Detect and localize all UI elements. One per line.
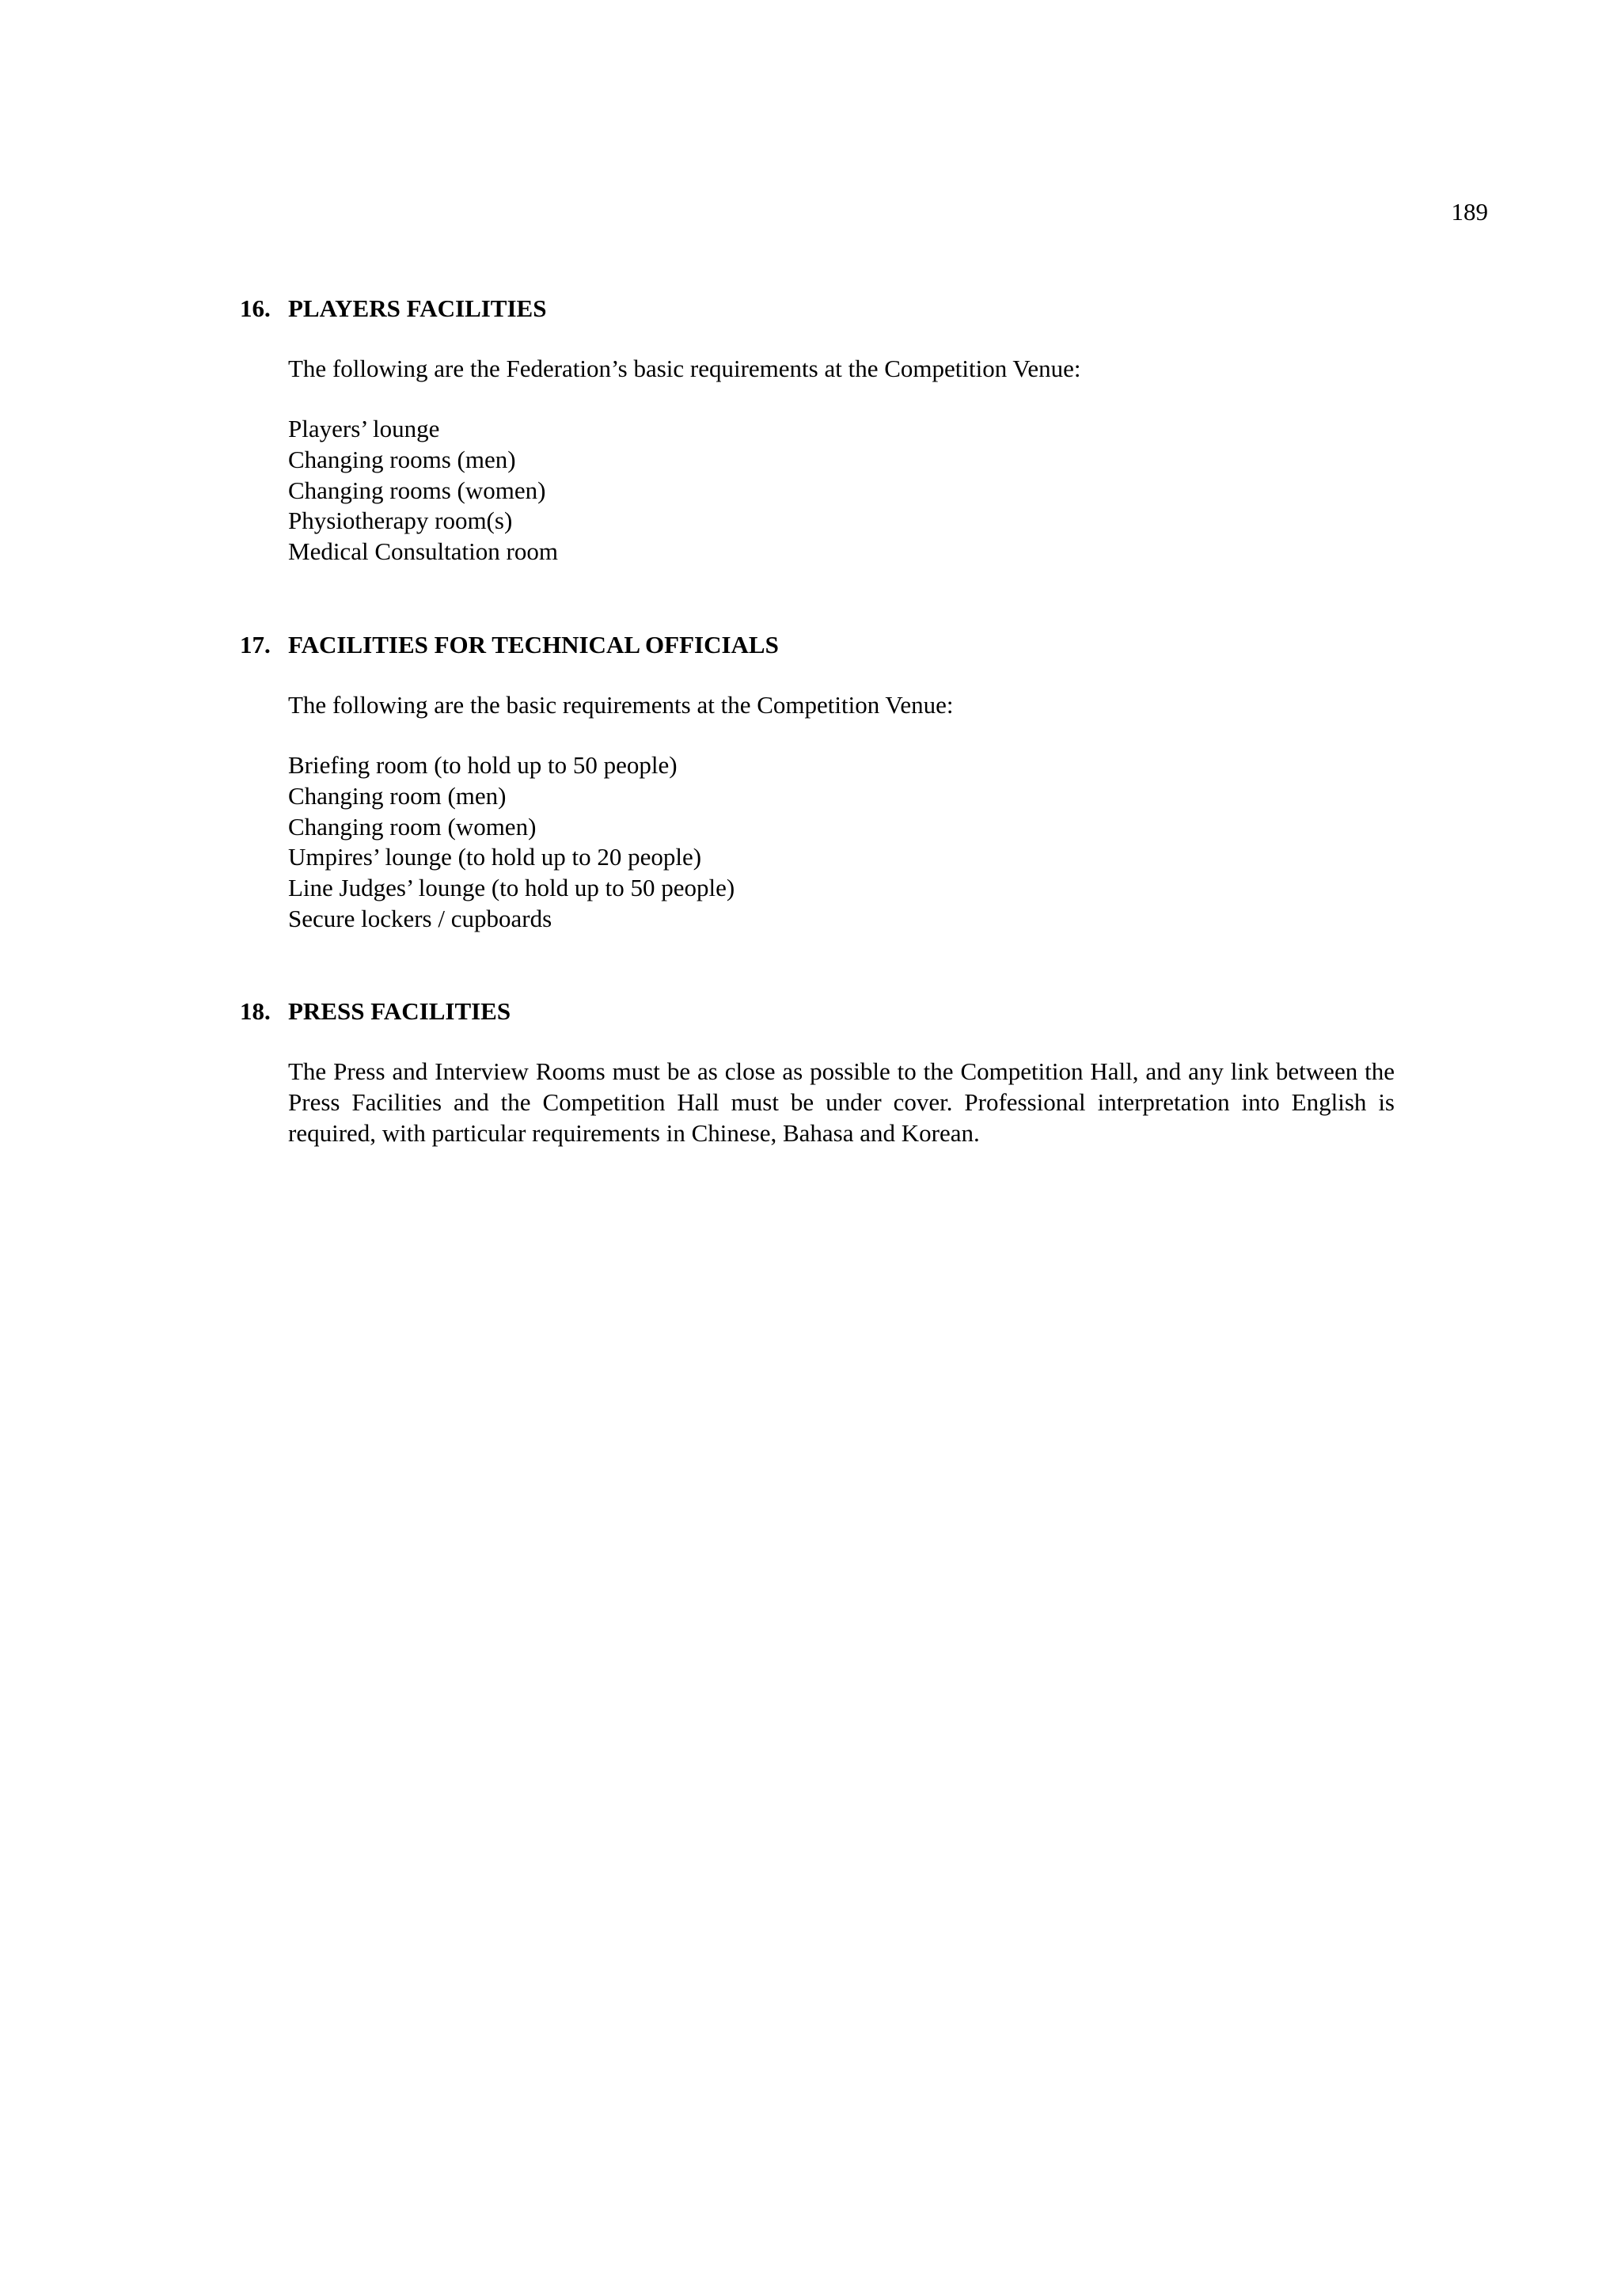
section-press-facilities [240, 996, 1395, 1148]
section-paragraph: The Press and Interview Rooms must be as close as possible to the Competition Hall, and any link between the Press Facilities and the Competition Hall must be under cover. Professional interpretation into English is required, with particular requirements in Chinese, Bahasa and Korean. [288, 1057, 1395, 1147]
section-title: FACILITIES FOR TECHNICAL OFFICIALS [288, 631, 779, 658]
section-body [288, 689, 1395, 935]
section-intro: The following are the basic requirements at the Competition Venue: [288, 691, 954, 719]
list-item: Medical Consultation room [288, 537, 558, 566]
section-intro: The following are the Federation’s basic requirements at the Competition Venue: [288, 355, 1081, 382]
section-body [288, 1056, 1395, 1148]
section-technical-officials-facilities [240, 629, 1395, 935]
section-number: 17. [240, 631, 271, 658]
section-title: PLAYERS FACILITIES [288, 294, 547, 322]
list-item: Umpires’ lounge (to hold up to 20 people) [288, 843, 702, 871]
section-body [288, 353, 1395, 567]
section-number: 16. [240, 294, 271, 322]
page-number: 189 [1451, 198, 1488, 226]
list-item: Briefing room (to hold up to 50 people) [288, 751, 678, 779]
requirements-list [288, 750, 1395, 935]
section-heading [240, 996, 1395, 1027]
section-heading [240, 293, 1395, 324]
list-item: Physiotherapy room(s) [288, 507, 513, 535]
section-title: PRESS FACILITIES [288, 997, 511, 1025]
section-players-facilities [240, 293, 1395, 567]
list-item: Changing rooms (men) [288, 445, 516, 473]
list-item: Changing room (men) [288, 781, 507, 810]
list-item: Changing room (women) [288, 812, 537, 841]
list-item: Line Judges’ lounge (to hold up to 50 people) [288, 874, 735, 902]
requirements-list [288, 414, 1395, 567]
list-item: Secure lockers / cupboards [288, 904, 552, 932]
section-number: 18. [240, 997, 271, 1025]
section-heading [240, 629, 1395, 661]
list-item: Players’ lounge [288, 415, 440, 442]
list-item: Changing rooms (women) [288, 476, 546, 504]
